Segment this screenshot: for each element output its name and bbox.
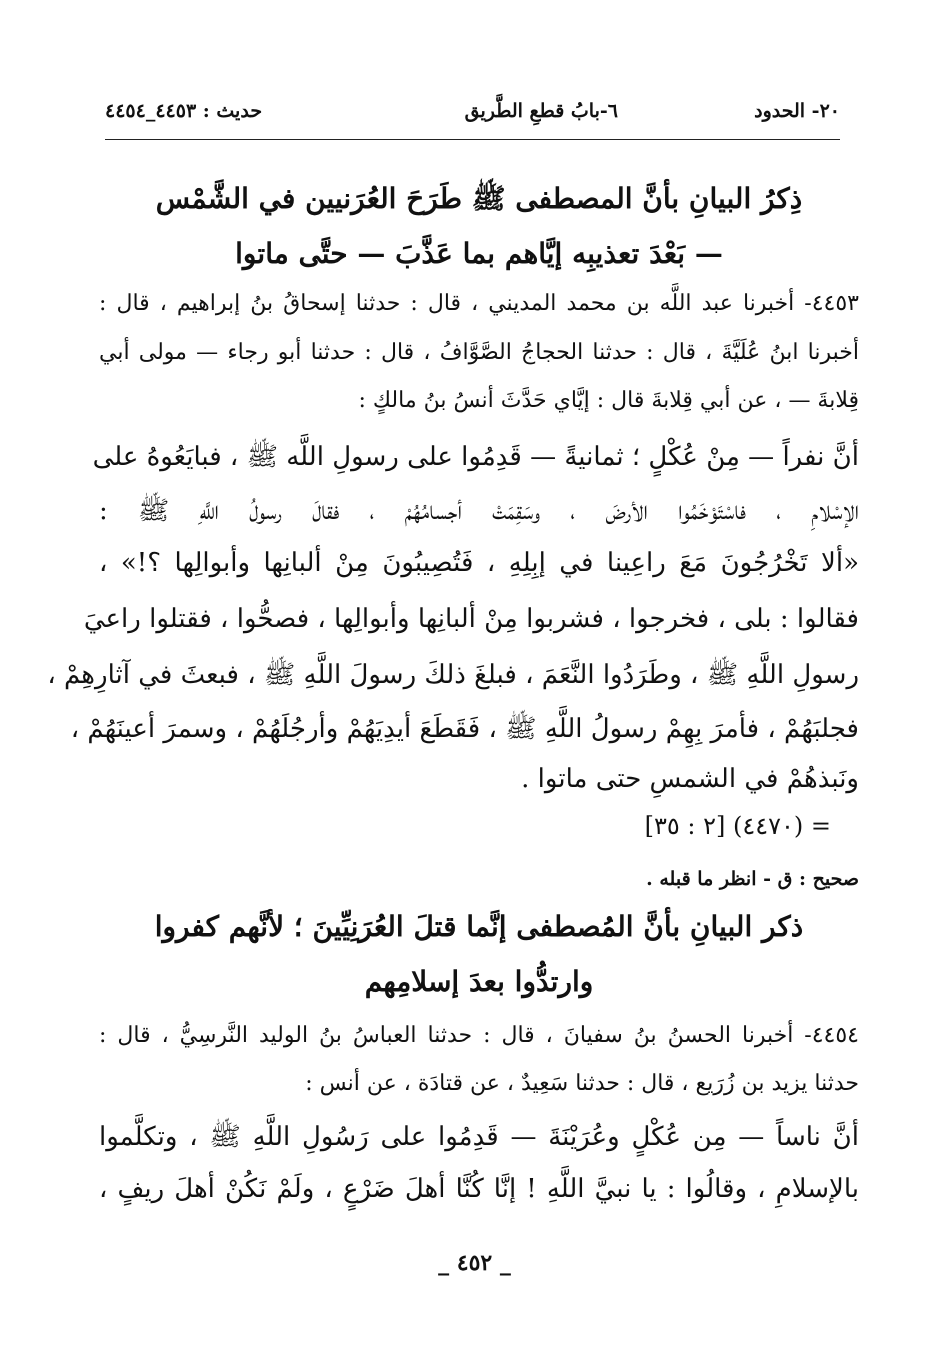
hadith-4453-isnad-line3: قِلابةَ — ، عن أبي قِلابةَ قال : إيَّاي حَدَّثَ أنسُ بنُ مالكٍ :	[358, 388, 859, 413]
section-title: ٦-بابُ قطعِ الطَّريق	[464, 100, 618, 122]
hadith-range: حديث : ٤٤٥٣_٤٤٥٤	[105, 100, 263, 122]
hadith-4454-isnad-line2: حدثنا يزيد بن زُرَيع ، قال : حدثنا سَعِيدٌ ، عن قتادَة ، عن أنس :	[305, 1071, 859, 1096]
hadith-4453-isnad-line2: أخبرنا ابنُ عُلَيَّةَ ، قال : حدثنا الحجاجُ الصَّوَّافُ ، قال : حدثنا أبو رجاء — مولى أبي	[99, 340, 859, 365]
hadith-4454-isnad-line1: ٤٤٥٤- أخبرنا الحسنُ بنُ سفيانَ ، قال : حدثنا العباسُ بنُ الوليد النَّرسِيُّ ، قال :	[99, 1023, 859, 1048]
hadith-4453-matn-line2: الإسْلامِ ، فاسْتَوْخَمُوا الأرضَ ، وسَقِمَتْ أجسامُهُمْ ، فقالَ رسولُ اللَّهِ ﷺ :	[99, 496, 859, 526]
header-rule	[105, 139, 840, 140]
grading-note: صحيح : ق - انظر ما قبله .	[646, 868, 859, 890]
hadith-4453-matn-line7: ونَبذهُمْ في الشمسِ حتى ماتوا .	[521, 764, 859, 794]
chapter-title: ٢٠- الحدود	[754, 100, 840, 122]
section1-title-line1: ذِكرُ البيانِ بأنَّ المصطفى ﷺ طَرَحَ العُرَنيين في الشَّمْس	[155, 182, 803, 215]
running-header	[105, 100, 840, 130]
section1-title-line2: — بَعْدَ تعذيبِه إيَّاهم بما عَذَّبَ — حتَّى ماتوا	[235, 237, 723, 270]
hadith-4453-matn-line3: «ألا تَخْرُجُونَ مَعَ راعِينا في إبِلِهِ ، فَتُصِيبُونَ مِنْ ألبانِها وأبوالِها ؟!» ،	[99, 548, 859, 578]
hadith-4453-matn-line5: رسولِ اللَّهِ ﷺ ، وطَرَدُوا النَّعَمَ ، فبلغَ ذلكَ رسولَ اللَّهِ ﷺ ، فبعثَ في آثارِهِمْ ،	[47, 660, 859, 690]
hadith-4454-matn-line1: أنَّ ناساً — مِن عُكْلٍ وعُرَيْنَةَ — قَدِمُوا على رَسُولِ اللَّهِ ﷺ ، وتكلَّموا	[99, 1122, 860, 1152]
hadith-4453-matn-line4: فقالوا : بلى ، فخرجوا ، فشربوا مِنْ ألبانِها وأبوالِها ، فصحُّوا ، فقتلوا راعيَ	[83, 604, 859, 634]
section2-title-line1: ذكر البيانِ بأنَّ المُصطفى إنَّما قتلَ العُرَنِيِّينَ ؛ لأنَّهم كفروا	[154, 910, 804, 943]
hadith-4454-matn-line2: بالإسلامِ ، وقالُوا : يا نبيَّ اللَّهِ ! إنَّا كُنَّا أهلَ ضَرْعٍ ، ولَمْ نَكُنْ أهلَ ريفٍ ،	[99, 1174, 859, 1204]
hadith-4453-isnad-line1: ٤٤٥٣- أخبرنا عبد اللَّه بن محمد المديني ، قال : حدثنا إسحاقُ بنُ إبراهيم ، قال :	[99, 291, 859, 316]
page-number: _ ٤٥٢ _	[438, 1250, 511, 1276]
hadith-4453-matn-line1: أنَّ نفراً — مِنْ عُكْلٍ ؛ ثمانيةً — قَدِمُوا على رسولِ اللَّه ﷺ ، فبايَعُوهُ على	[92, 442, 859, 472]
cross-reference: = (٤٤٧٠) [٢ : ٣٥]	[644, 812, 831, 840]
section2-title-line2: وارتدُّوا بعدَ إسلامِهم	[364, 965, 594, 998]
hadith-4453-matn-line6: فجلبَهُمْ ، فأمرَ بِهِمْ رسولُ اللَّهِ ﷺ ، فَقَطَعَ أيدِيَهُمْ وأرجُلَهُمْ ، وسمرَ أعينَهُمْ ،	[70, 714, 859, 744]
